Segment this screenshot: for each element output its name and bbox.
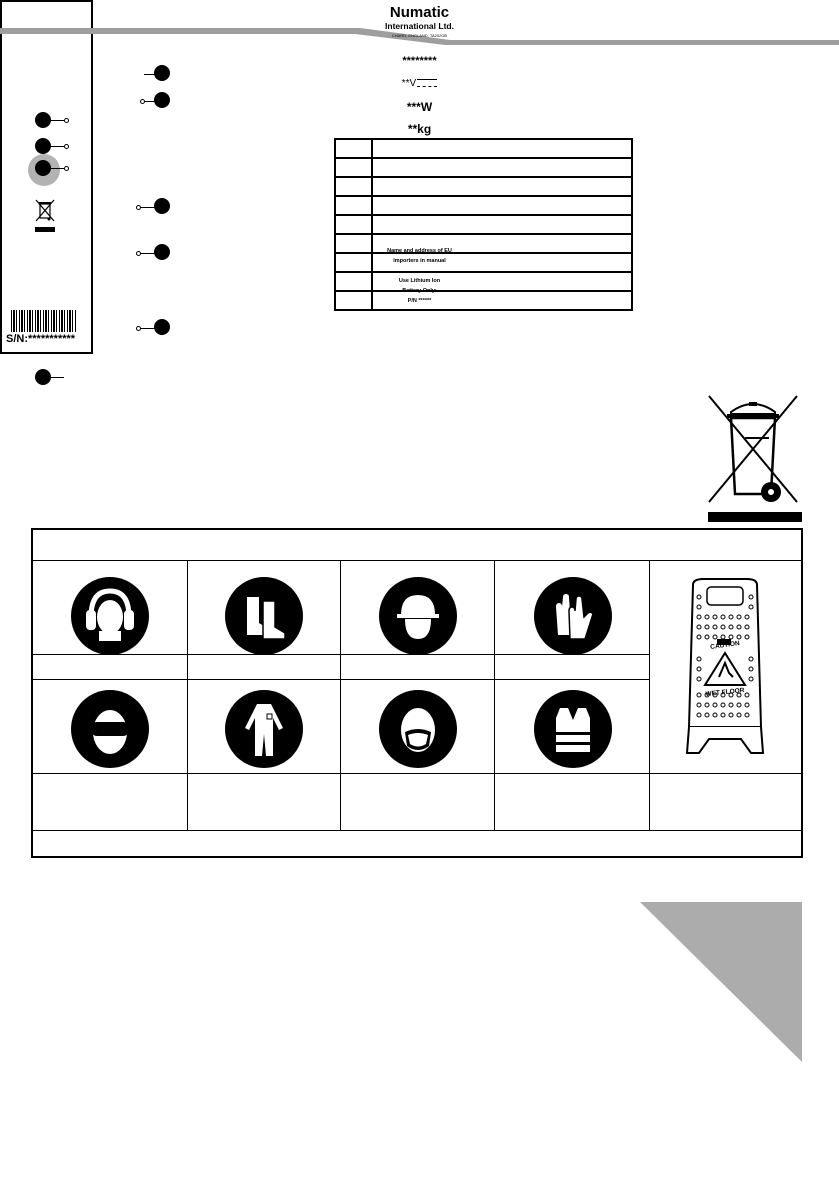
ppe-label-cell — [188, 774, 341, 831]
wet-floor-caution-text: CAUTION — [709, 639, 741, 652]
ppe-label-cell — [33, 655, 188, 680]
plate-model: ******** — [402, 55, 437, 67]
plate-weight: **kg — [407, 122, 432, 136]
callout-leader — [50, 146, 64, 147]
importer-note-line2: importers in manual — [393, 258, 446, 264]
rating-plate — [0, 0, 454, 354]
callout-marker — [35, 160, 51, 176]
callout-leader — [50, 168, 64, 169]
table-row — [335, 196, 632, 215]
crossed-wheelie-bin-icon — [703, 390, 803, 524]
ppe-table — [31, 528, 803, 858]
ppe-label-cell — [495, 655, 650, 680]
callout-tip — [64, 144, 69, 149]
ppe-footer-cell — [33, 831, 801, 856]
callout-tip — [64, 118, 69, 123]
table-row — [335, 158, 632, 177]
voltage-value: **V — [401, 78, 417, 89]
table-row — [335, 234, 632, 253]
table-row — [335, 291, 632, 310]
ppe-label-cell — [650, 774, 801, 831]
table-row — [335, 139, 632, 158]
plate-address: CHARD, ENGLAND, TA202GB — [391, 33, 448, 38]
plate-brand: Numatic — [389, 4, 450, 21]
callout-tip — [64, 166, 69, 171]
callout-marker — [154, 198, 170, 214]
callout-leader — [50, 120, 64, 121]
dust-mask-icon — [379, 690, 457, 768]
callout-marker — [35, 369, 51, 385]
wet-floor-text: WET FLOOR — [705, 686, 745, 699]
callout-marker — [35, 138, 51, 154]
plate-power: ***W — [406, 100, 433, 114]
table-row — [335, 215, 632, 234]
overalls-icon — [225, 690, 303, 768]
table-row — [335, 177, 632, 196]
table-row — [335, 272, 632, 291]
callout-leader — [50, 377, 64, 378]
eye-protection-icon — [71, 690, 149, 768]
dc-symbol — [417, 79, 437, 87]
callout-marker — [154, 319, 170, 335]
plate-key-table — [334, 138, 633, 311]
plate-voltage — [0, 78, 839, 89]
gloves-icon — [534, 577, 612, 655]
callout-marker — [35, 112, 51, 128]
table-row — [335, 253, 632, 272]
callout-marker — [154, 92, 170, 108]
ppe-label-cell — [341, 655, 495, 680]
ppe-label-cell — [33, 774, 188, 831]
page-corner-triangle — [640, 900, 804, 1064]
weee-small-icon — [34, 198, 56, 234]
battery-line1: Use Lithium Ion — [398, 278, 441, 284]
plate-serial: S/N:*********** — [6, 333, 76, 345]
callout-marker — [154, 65, 170, 81]
ppe-label-cell — [188, 655, 341, 680]
ear-protection-icon — [71, 577, 149, 655]
battery-line3: P/N ****** — [407, 298, 432, 304]
ppe-header-cell — [33, 530, 801, 561]
wet-floor-sign-icon — [683, 577, 767, 759]
hard-hat-icon — [379, 577, 457, 655]
ppe-label-cell — [495, 774, 650, 831]
hi-vis-vest-icon — [534, 690, 612, 768]
barcode — [11, 310, 77, 332]
callout-marker — [154, 244, 170, 260]
safety-boots-icon — [225, 577, 303, 655]
importer-note-line1: Name and address of EU — [387, 248, 452, 254]
ppe-label-cell — [341, 774, 495, 831]
battery-line2: Battery Only: — [402, 288, 437, 294]
plate-company: International Ltd. — [385, 21, 454, 31]
